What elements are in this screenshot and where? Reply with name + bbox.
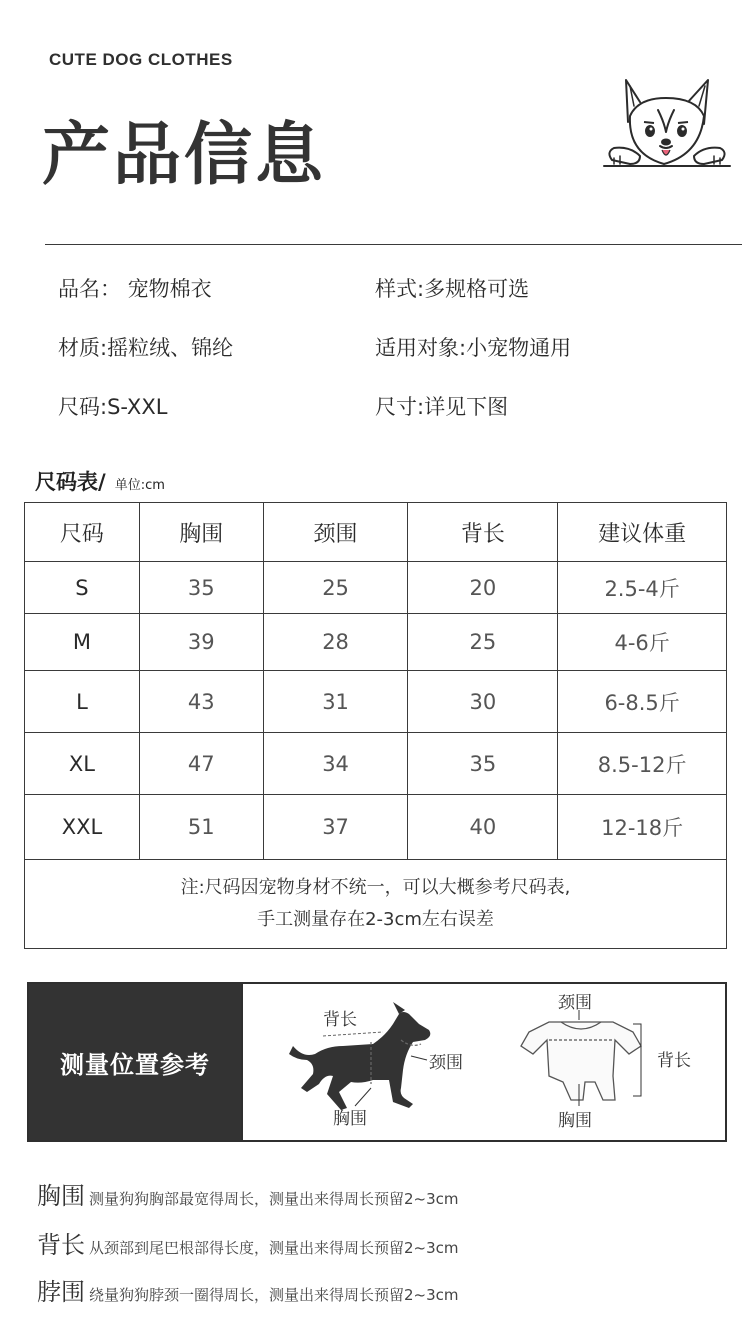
size-chart-table [24,502,727,949]
column-header: 建议体重 [558,503,727,562]
description-back [37,1225,459,1260]
description-term: 胸围 [37,1182,85,1210]
column-header: 胸围 [139,503,263,562]
table-cell: 34 [263,733,408,795]
measurement-reference-label: 测量位置参考 [29,984,241,1140]
page-title: 产品信息 [42,116,327,195]
table-cell: 47 [139,733,263,795]
table-cell: 12-18斤 [558,795,727,860]
description-term: 脖围 [37,1278,85,1306]
size-note-line1: 注:尺码因宠物身材不统一，可以大概参考尺码表, [180,877,571,898]
table-row [25,671,727,733]
table-cell: 43 [139,671,263,733]
table-header-row [25,503,727,562]
table-cell: XXL [25,795,140,860]
table-cell: 4-6斤 [558,614,727,671]
table-cell: 40 [408,795,558,860]
pet-shirt-icon [521,1022,641,1100]
measurement-illustration [241,984,727,1140]
dog-silhouette-icon [289,1002,430,1110]
info-size: 尺码:S-XXL [58,395,168,419]
header-divider [45,244,742,245]
description-text: 从颈部到尾巴根部得长度，测量出来得周长预留2~3cm [89,1239,459,1257]
info-target: 适用对象:小宠物通用 [375,336,572,360]
table-cell: 37 [263,795,408,860]
info-style: 样式:多规格可选 [375,277,530,301]
table-cell: 30 [408,671,558,733]
measurement-diagram [243,984,729,1140]
table-cell: 8.5-12斤 [558,733,727,795]
info-material: 材质:摇粒绒、锦纶 [58,336,234,360]
dog-chest-label: 胸围 [333,1109,367,1129]
table-cell: 39 [139,614,263,671]
description-text: 绕量狗狗脖颈一圈得周长，测量出来得周长预留2~3cm [89,1286,459,1304]
table-cell: 35 [139,562,263,614]
size-note [25,860,727,949]
measurement-reference [27,982,727,1142]
table-row [25,562,727,614]
description-term: 背长 [37,1231,85,1259]
table-cell: M [25,614,140,671]
description-neck [37,1272,459,1307]
size-note-line2: 手工测量存在2-3cm左右误差 [257,909,494,930]
table-cell: 25 [263,562,408,614]
size-chart-heading [35,466,165,496]
description-chest [37,1176,459,1211]
table-cell: 51 [139,795,263,860]
shirt-back-label: 背长 [657,1051,691,1071]
table-cell: 6-8.5斤 [558,671,727,733]
table-row [25,733,727,795]
column-header: 颈围 [263,503,408,562]
page-subtitle: CUTE DOG CLOTHES [49,50,233,69]
table-cell: 2.5-4斤 [558,562,727,614]
table-cell: 31 [263,671,408,733]
corgi-face-icon [600,76,734,172]
table-cell: L [25,671,140,733]
table-row [25,795,727,860]
table-note-row [25,860,727,949]
info-dimensions: 尺寸:详见下图 [375,395,509,419]
column-header: 背长 [408,503,558,562]
info-name: 品名： 宠物棉衣 [58,277,212,301]
table-row [25,614,727,671]
size-chart-unit: 单位:cm [114,478,165,493]
shirt-neck-label: 颈围 [558,993,592,1013]
size-chart-title: 尺码表/ [35,470,106,494]
table-cell: S [25,562,140,614]
dog-neck-label: 颈围 [429,1053,463,1073]
table-cell: 28 [263,614,408,671]
column-header: 尺码 [25,503,140,562]
dog-back-label: 背长 [323,1010,357,1030]
table-cell: XL [25,733,140,795]
table-cell: 25 [408,614,558,671]
table-cell: 20 [408,562,558,614]
shirt-chest-label: 胸围 [558,1111,592,1131]
description-text: 测量狗狗胸部最宽得周长，测量出来得周长预留2~3cm [89,1190,459,1208]
table-cell: 35 [408,733,558,795]
